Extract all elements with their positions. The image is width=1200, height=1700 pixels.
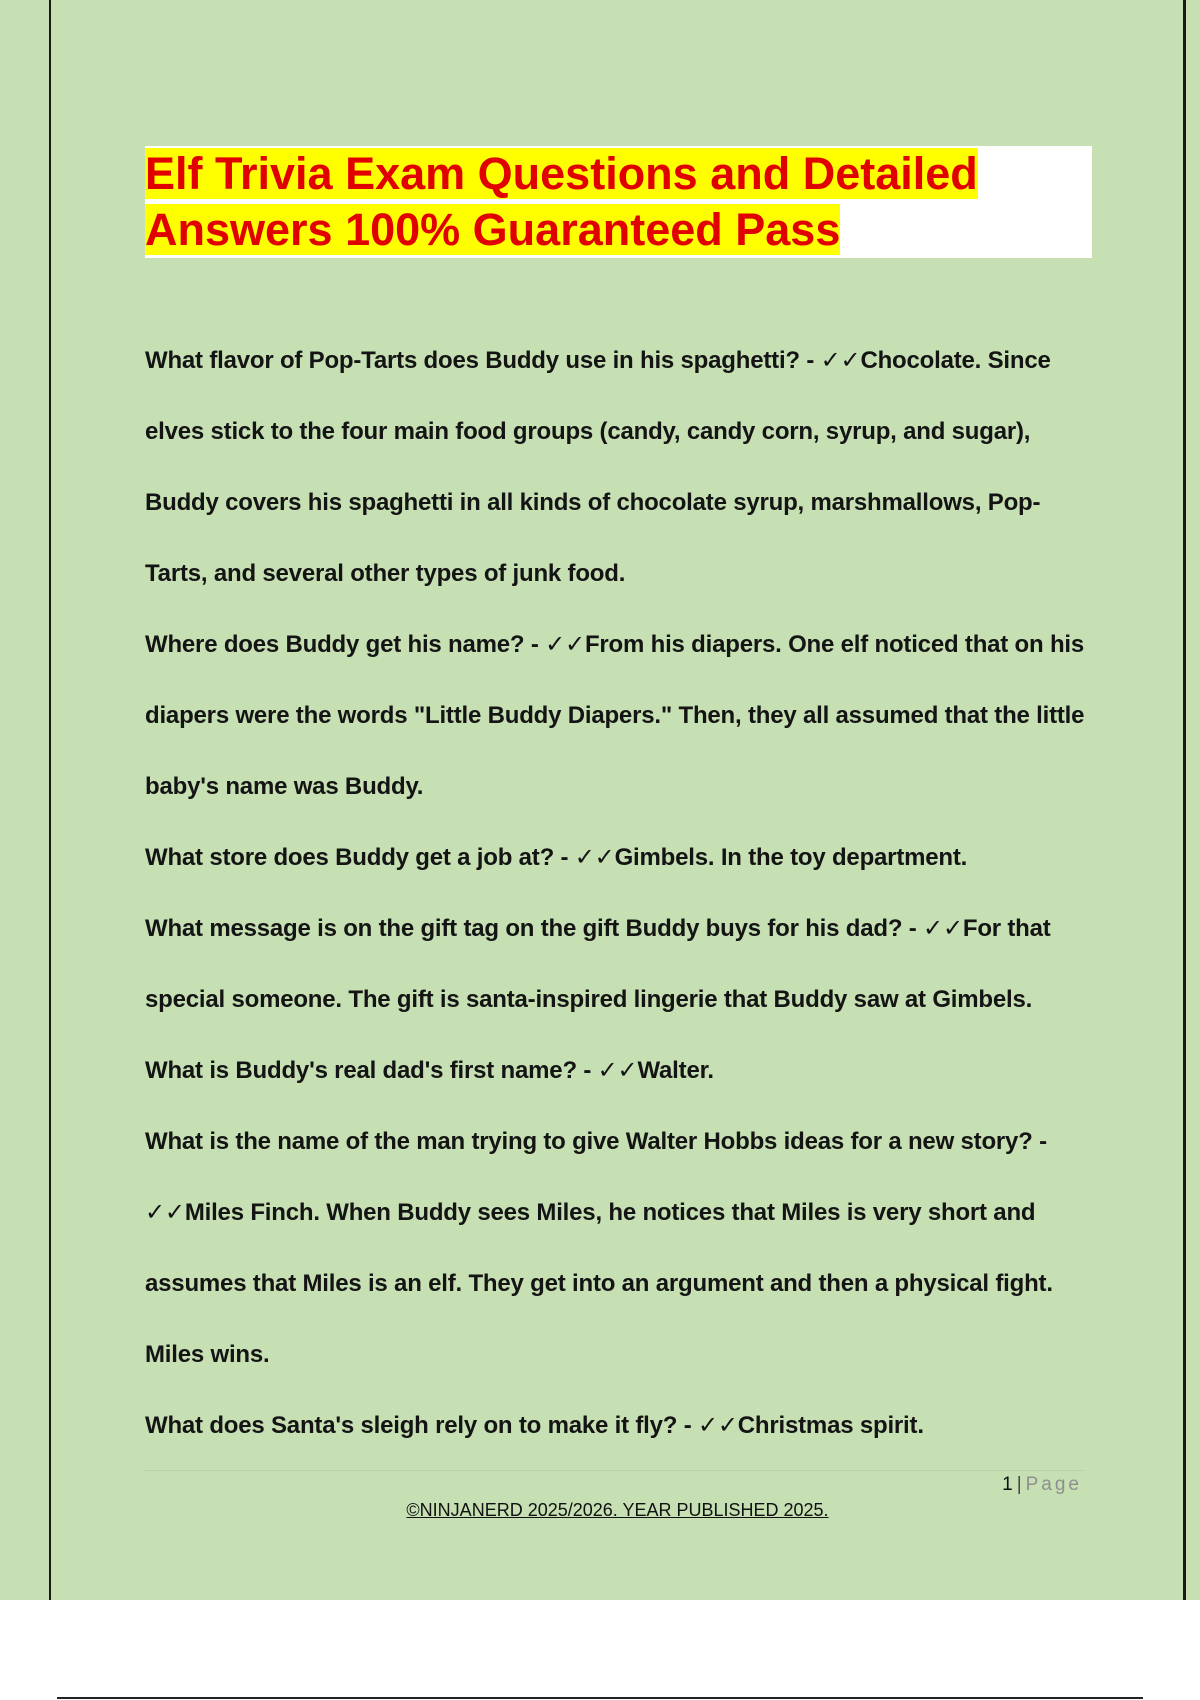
check-icon: ✓✓ xyxy=(145,1199,185,1226)
title-line-1: Elf Trivia Exam Questions and Detailed xyxy=(145,148,978,199)
question-text: What does Santa's sleigh rely on to make it fly? - xyxy=(145,1412,698,1439)
qa-item xyxy=(145,1390,1095,1461)
check-icon: ✓✓ xyxy=(697,1412,738,1439)
page-border-left xyxy=(49,0,51,1600)
qa-item xyxy=(145,325,1095,609)
answer-text: Walter. xyxy=(637,1057,714,1084)
bottom-divider xyxy=(57,1697,1143,1699)
question-text: What store does Buddy get a job at? - xyxy=(145,844,575,871)
check-icon: ✓✓ xyxy=(820,347,861,374)
qa-item xyxy=(145,893,1095,1035)
question-text: What message is on the gift tag on the gift Buddy buys for his dad? - xyxy=(145,915,924,942)
document-title xyxy=(145,146,1092,258)
answer-text: Chocolate. Since elves stick to the four main food groups (candy, candy corn, syrup, and sugar), Buddy covers his spaghetti in all kinds of chocolate syrup, marshmallows, Pop-Tarts, and several other types of junk food. xyxy=(145,347,1051,587)
answer-text: Gimbels. In the toy department. xyxy=(614,844,968,871)
answer-text: Christmas spirit. xyxy=(737,1412,924,1439)
page-number xyxy=(1002,1474,1082,1496)
check-icon: ✓✓ xyxy=(923,915,963,942)
check-icon: ✓✓ xyxy=(574,844,615,871)
copyright-notice: ©NINJANERD 2025/2026. YEAR PUBLISHED 2025. xyxy=(406,1500,829,1520)
question-text: What flavor of Pop-Tarts does Buddy use in his spaghetti? - xyxy=(145,347,821,374)
qa-list xyxy=(145,325,1095,1461)
qa-item xyxy=(145,1035,1095,1106)
page-word: Page xyxy=(1025,1474,1082,1495)
page-number-separator: | xyxy=(1016,1474,1022,1495)
page-number-value: 1 xyxy=(1002,1474,1013,1495)
qa-item xyxy=(145,609,1095,822)
check-icon: ✓✓ xyxy=(545,631,585,658)
question-text: Where does Buddy get his name? - xyxy=(145,631,546,658)
title-box xyxy=(145,146,1092,258)
page-border-right xyxy=(1183,0,1186,1600)
answer-text: Miles Finch. When Buddy sees Miles, he notices that Miles is very short and assumes that Miles is an elf. They get into an argument and then a physical fight. Miles wins. xyxy=(145,1199,1053,1368)
qa-item xyxy=(145,822,1095,893)
title-line-2: Answers 100% Guaranteed Pass xyxy=(145,204,841,255)
qa-item xyxy=(145,1106,1095,1390)
check-icon: ✓✓ xyxy=(597,1057,638,1084)
question-text: What is Buddy's real dad's first name? - xyxy=(145,1057,598,1084)
answer-text: For that special someone. The gift is santa-inspired lingerie that Buddy saw at Gimbels. xyxy=(145,915,1051,1013)
footer-divider xyxy=(145,1470,1085,1471)
answer-text: From his diapers. One elf noticed that on his diapers were the words "Little Buddy Diapers." Then, they all assumed that the little baby's name was Buddy. xyxy=(145,631,1085,800)
question-text: What is the name of the man trying to give Walter Hobbs ideas for a new story? - xyxy=(145,1128,1047,1155)
